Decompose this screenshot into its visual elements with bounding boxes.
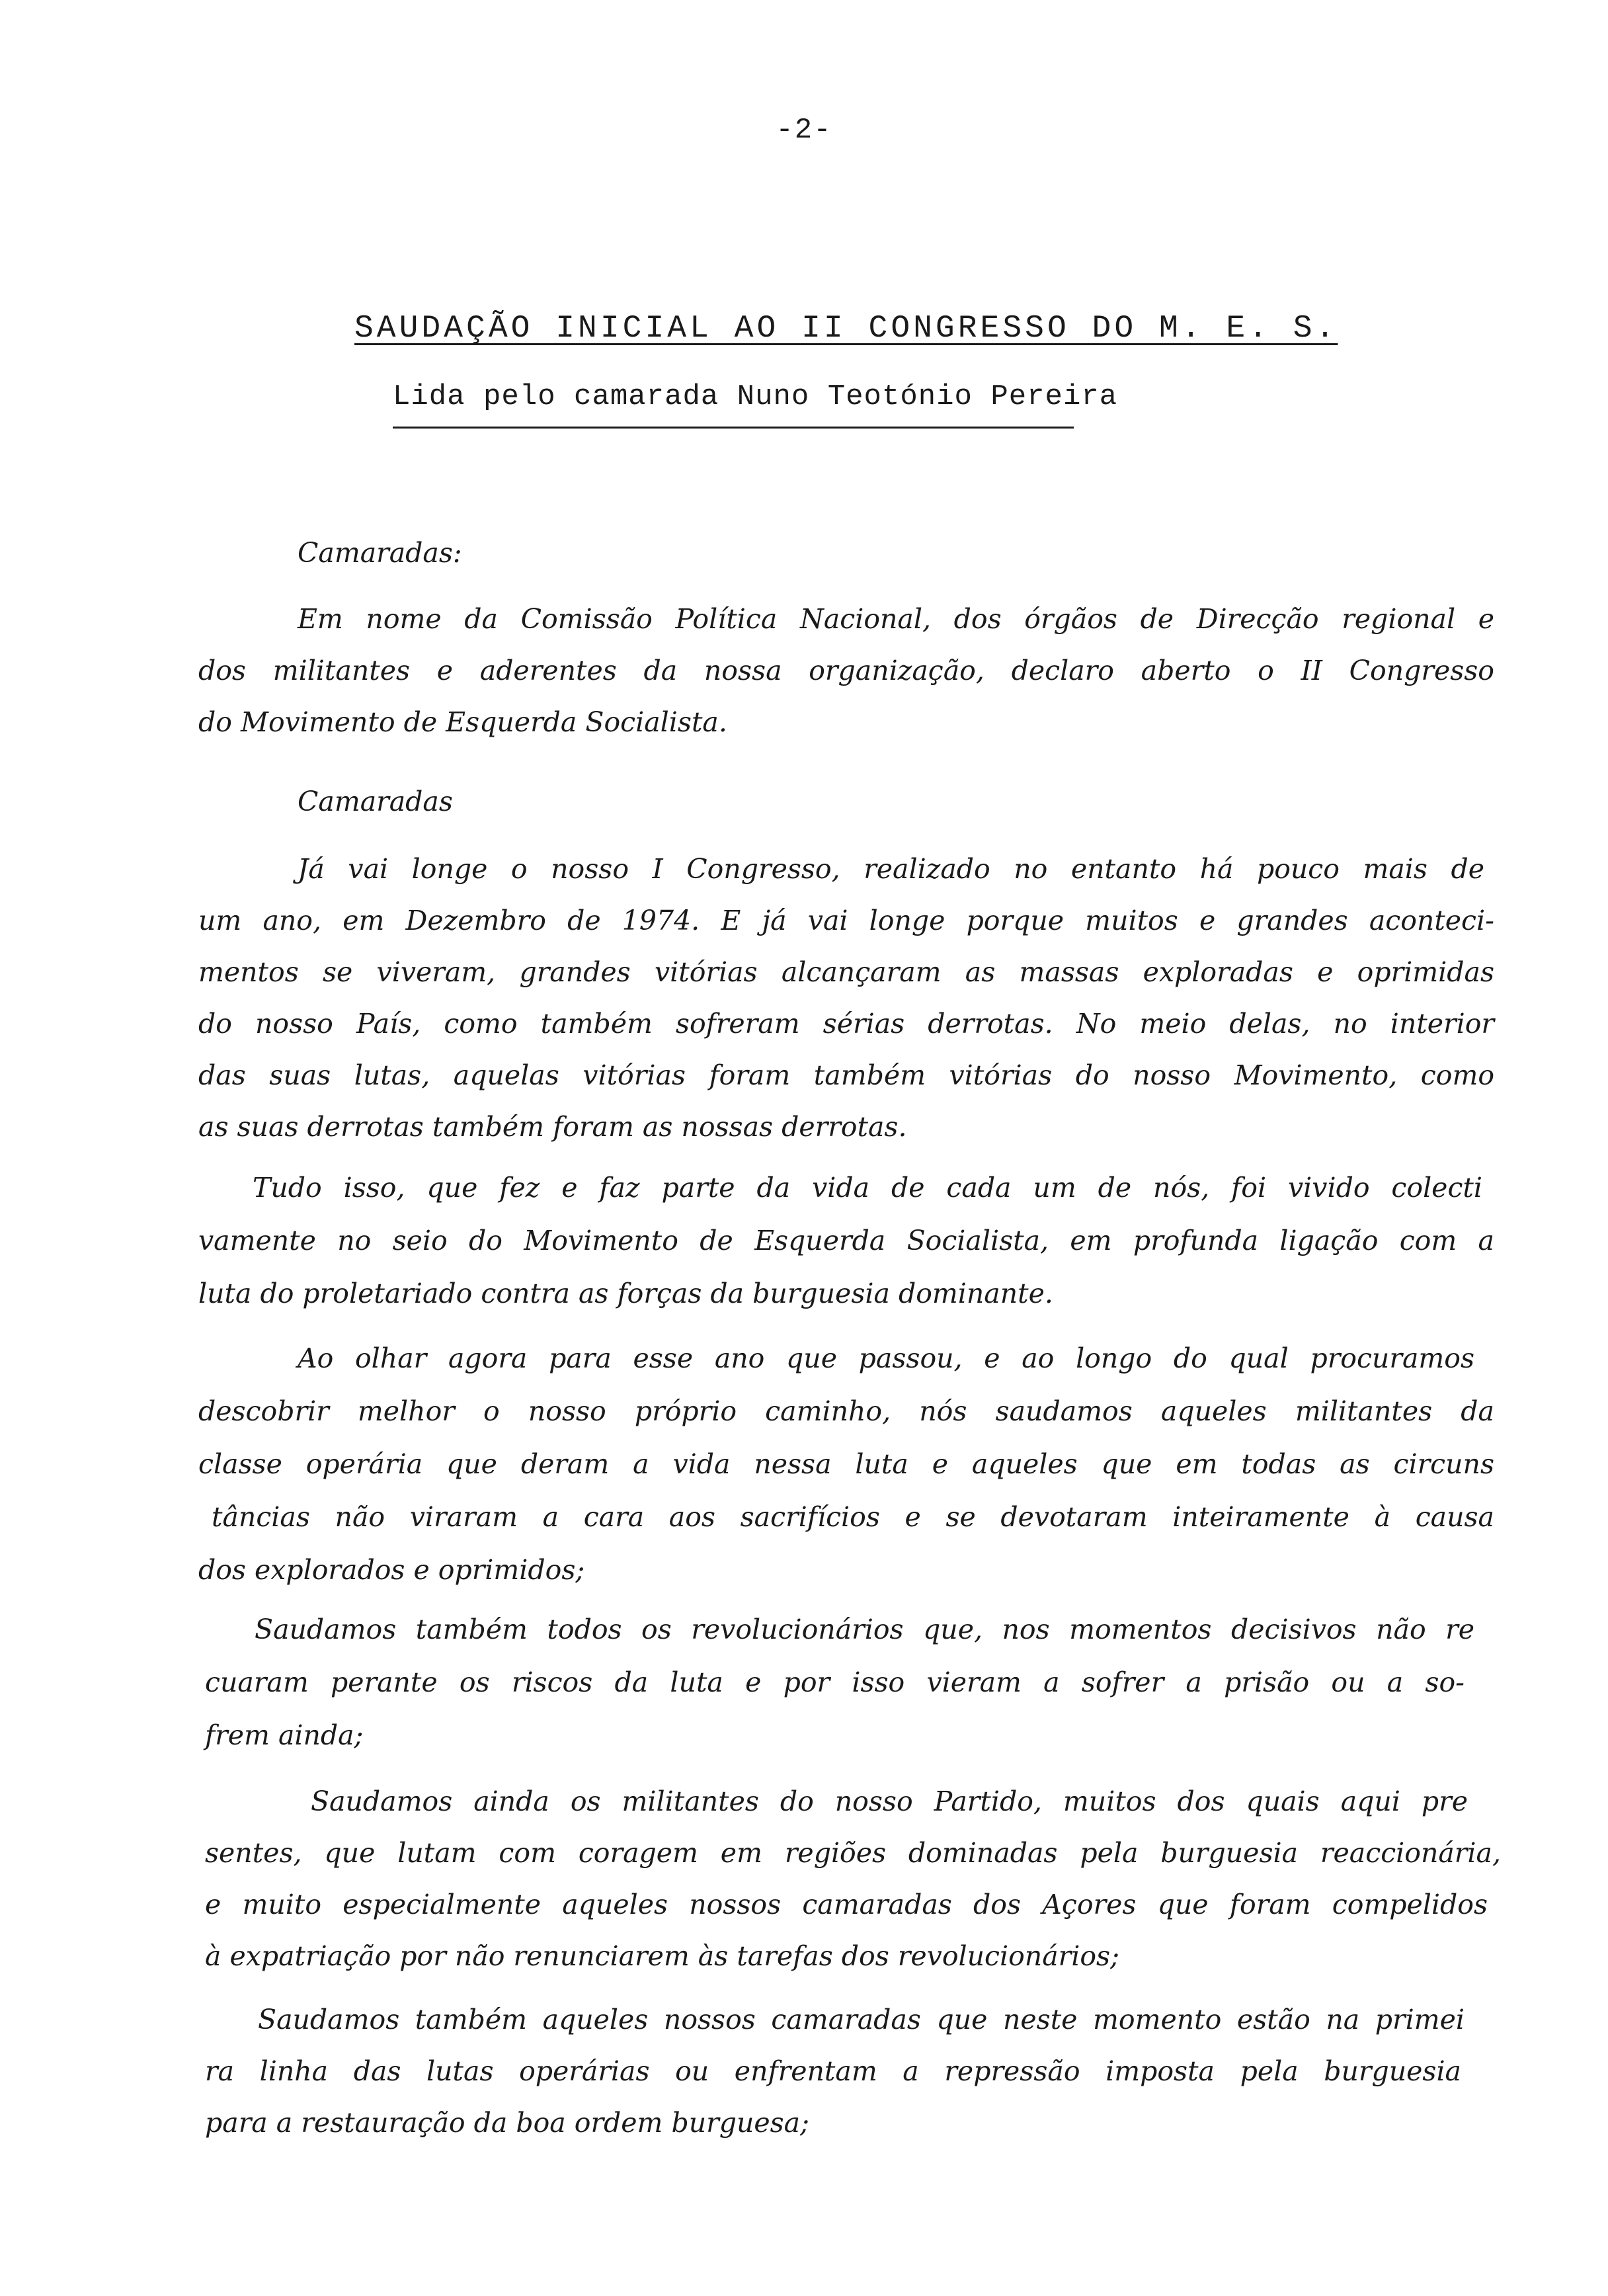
paragraph-4-line-1: Ao olhar agora para esse ano que passou, e ao longo do qual procuramos <box>298 1342 1474 1374</box>
page-number: -2- <box>776 114 832 147</box>
paragraph-4-line-5: dos explorados e oprimidos; <box>198 1554 585 1586</box>
paragraph-1-line-3: do Movimento de Esquerda Socialista. <box>198 706 727 738</box>
paragraph-6-line-3: e muito especialmente aqueles nossos camaradas dos Açores que foram compelidos <box>205 1889 1488 1920</box>
paragraph-1-line-2: dos militantes e aderentes da nossa organização, declaro aberto o II Congresso <box>198 655 1494 686</box>
paragraph-5-line-1: Saudamos também todos os revolucionários que, nos momentos decisivos não re <box>255 1614 1474 1645</box>
paragraph-5-line-3: frem ainda; <box>205 1719 364 1751</box>
paragraph-7-line-3: para a restauração da boa ordem burguesa; <box>205 2107 809 2139</box>
paragraph-6-line-4: à expatriação por não renunciarem às tarefas dos revolucionários; <box>205 1940 1119 1972</box>
paragraph-3-line-1: Tudo isso, que fez e faz parte da vida de cada um de nós, foi vivido colecti <box>253 1172 1482 1204</box>
paragraph-3-line-3: luta do proletariado contra as forças da burguesia dominante. <box>198 1278 1053 1309</box>
paragraph-6-line-2: sentes, que lutam com coragem em regiões dominadas pela burguesia reaccionária, <box>205 1837 1501 1869</box>
paragraph-4-line-3: classe operária que deram a vida nessa luta e aqueles que em todas as circuns <box>198 1448 1494 1480</box>
document-title: SAUDAÇÃO INICIAL AO II CONGRESSO DO M. E. S. <box>354 311 1338 347</box>
paragraph-2-line-3: mentos se viveram, grandes vitórias alcançaram as massas exploradas e oprimidas <box>198 956 1494 988</box>
paragraph-4-line-4: tâncias não viraram a cara aos sacrifícios e se devotaram inteiramente à causa <box>212 1501 1494 1533</box>
document-subtitle: Lida pelo camarada Nuno Teotónio Pereira <box>393 380 1118 413</box>
greeting-camaradas-2: Camaradas <box>298 786 453 817</box>
paragraph-7-line-2: ra linha das lutas operárias ou enfrentam a repressão imposta pela burguesia <box>205 2055 1461 2087</box>
paragraph-7-line-1: Saudamos também aqueles nossos camaradas que neste momento estão na primei <box>258 2004 1465 2035</box>
subtitle-underline <box>393 427 1074 429</box>
paragraph-6-line-1: Saudamos ainda os militantes do nosso Partido, muitos dos quais aqui pre <box>311 1785 1468 1817</box>
paragraph-2-line-2: um ano, em Dezembro de 1974. E já vai longe porque muitos e grandes aconteci- <box>198 905 1494 936</box>
paragraph-2-line-5: das suas lutas, aquelas vitórias foram também vitórias do nosso Movimento, como <box>198 1059 1494 1091</box>
paragraph-4-line-2: descobrir melhor o nosso próprio caminho, nós saudamos aqueles militantes da <box>198 1395 1494 1427</box>
paragraph-1-line-1: Em nome da Comissão Política Nacional, dos órgãos de Direcção regional e <box>298 603 1494 635</box>
greeting-camaradas-1: Camaradas: <box>298 537 462 569</box>
paragraph-2-line-4: do nosso País, como também sofreram sérias derrotas. No meio delas, no interior <box>198 1008 1494 1040</box>
paragraph-2-line-6: as suas derrotas também foram as nossas derrotas. <box>198 1111 907 1143</box>
paragraph-3-line-2: vamente no seio do Movimento de Esquerda Socialista, em profunda ligação com a <box>198 1225 1494 1256</box>
paragraph-5-line-2: cuaram perante os riscos da luta e por isso vieram a sofrer a prisão ou a so- <box>205 1666 1465 1698</box>
paragraph-2-line-1: Já vai longe o nosso I Congresso, realizado no entanto há pouco mais de <box>298 853 1484 885</box>
